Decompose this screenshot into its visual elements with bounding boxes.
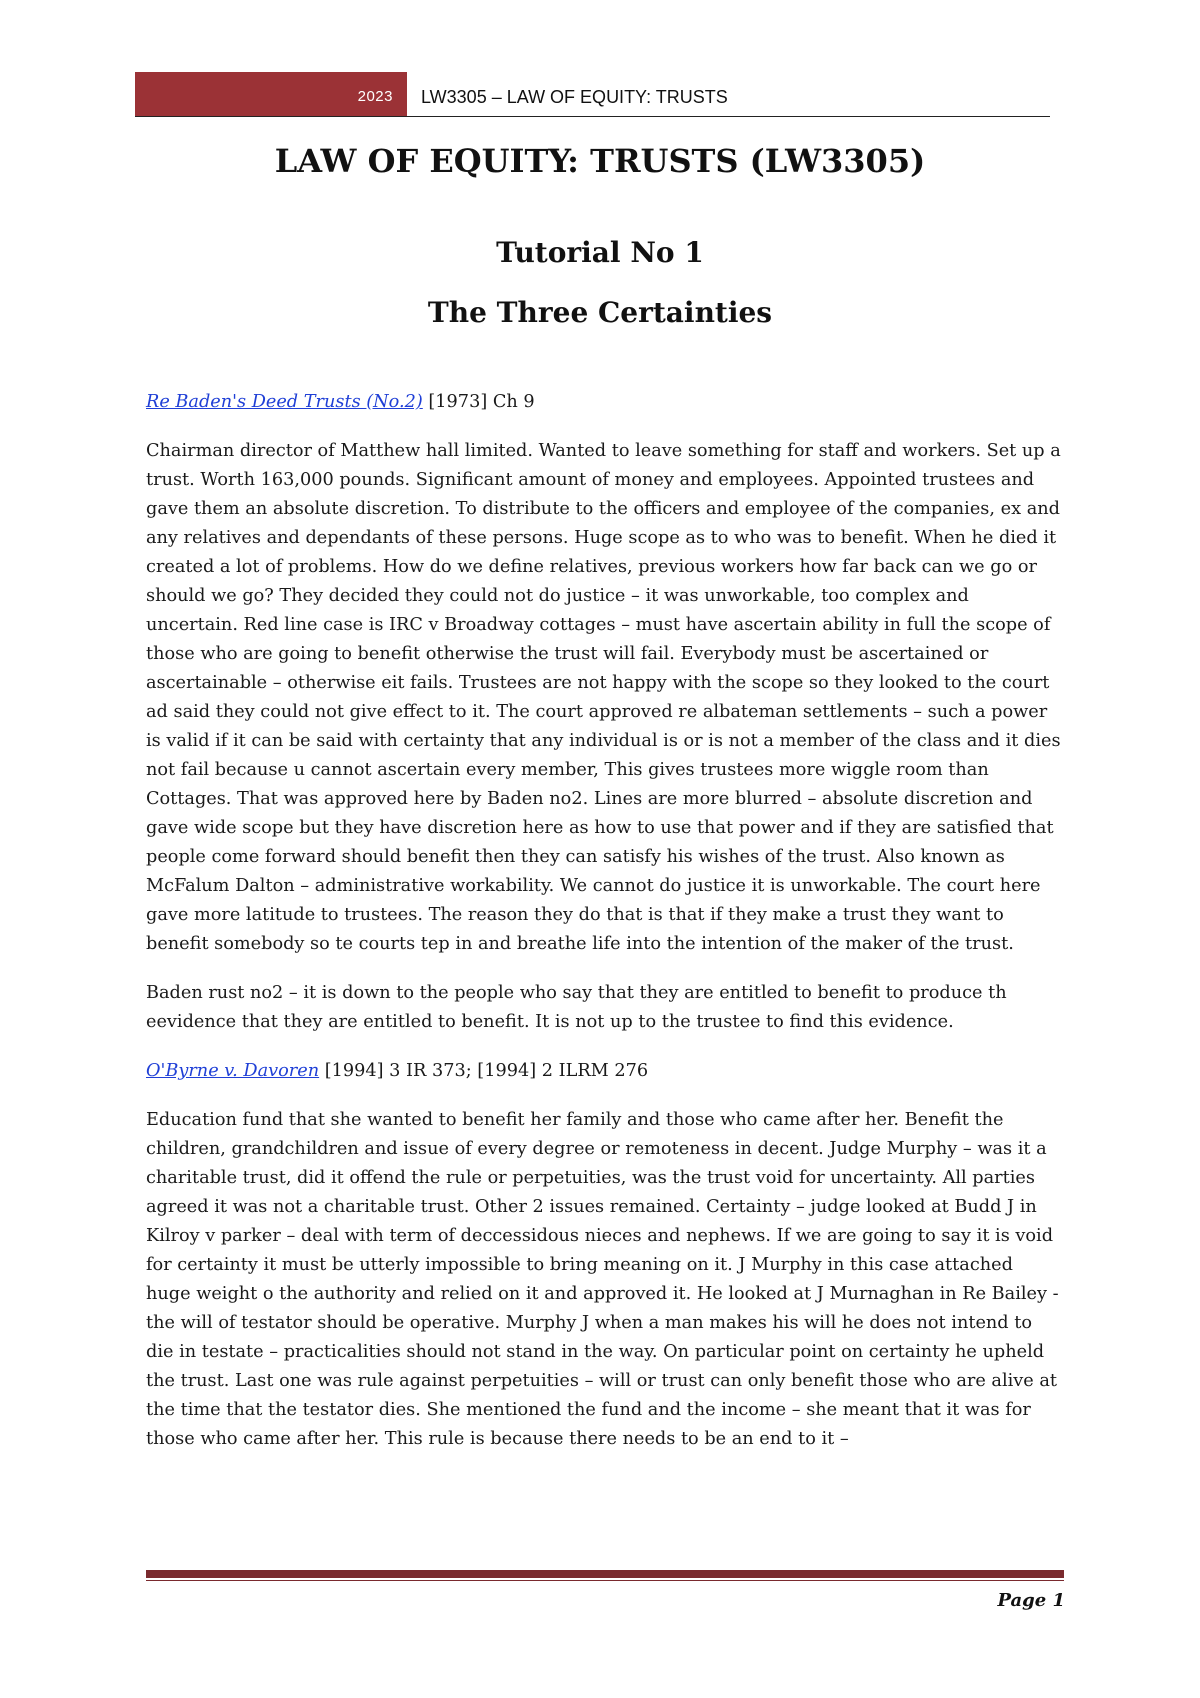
document-body xyxy=(146,388,1062,1474)
paragraph-obyrne-summary: Education fund that she wanted to benefit her family and those who came after her. Benefit the children, grandchildren and issue of every degree or remoteness in decent. Judge Murphy – was it a charitable trust, did it offend the rule or perpetuities, was the trust void for uncertainty. All parties agreed it was not a charitable trust. Other 2 issues remained. Certainty – judge looked at Budd J in Kilroy v parker – deal with term of deccessidous nieces and nephews. If we are going to say it is void for certainty it must be utterly impossible to bring meaning on it. J Murphy in this case attached huge weight o the authority and relied on it and approved it. He looked at J Murnaghan in Re Bailey - the will of testator should be operative. Murphy J when a man makes his will he does not intend to die in testate – practicalities should not stand in the way. On particular point on certainty he upheld the trust. Last one was rule against perpetuities – will or trust can only benefit those who are alive at the time that the testator dies. She mentioned the fund and the income – she meant that it was for those who came after her. This rule is because there needs to be an end to it – xyxy=(146,1110,1059,1449)
header-year: 2023 xyxy=(135,72,407,116)
page-header xyxy=(135,72,1050,117)
paragraph-baden-evidence: Baden rust no2 – it is down to the people who say that they are entitled to benefit to produce th eevidence that they are entitled to benefit. It is not up to the trustee to find this evidence. xyxy=(146,983,1007,1032)
case-link-obyrne[interactable]: O'Byrne v. Davoren xyxy=(146,1061,320,1081)
header-course-title: LW3305 – LAW OF EQUITY: TRUSTS xyxy=(421,87,728,107)
case-link-baden[interactable]: Re Baden's Deed Trusts (No.2) xyxy=(146,392,423,412)
case-heading-obyrne xyxy=(146,1057,1062,1086)
tutorial-number: Tutorial No 1 xyxy=(496,236,704,269)
case-citation-obyrne: [1994] 3 IR 373; [1994] 2 ILRM 276 xyxy=(319,1061,649,1081)
case-heading-baden xyxy=(146,388,1062,417)
document-title: LAW OF EQUITY: TRUSTS (LW3305) xyxy=(274,142,926,180)
footer-divider-line xyxy=(146,1580,1064,1581)
tutorial-topic: The Three Certainties xyxy=(427,296,773,329)
paragraph-baden-summary: Chairman director of Matthew hall limited. Wanted to leave something for staff and workers. Set up a trust. Worth 163,000 pounds. Significant amount of money and employees. Appointed trustees and gave them an absolute discretion. To distribute to the officers and employee of the companies, ex and any relatives and dependants of these persons. Huge scope as to who was to benefit. When he died it created a lot of problems. How do we define relatives, previous workers how far back can we go or should we go? They decided they could not do justice – it was unworkable, too complex and uncertain. Red line case is IRC v Broadway cottages – must have ascertain ability in full the scope of those who are going to benefit otherwise the trust will fail. Everybody must be ascertained or ascertainable – otherwise eit fails. Trustees are not happy with the scope so they looked to the court ad said they could not give effect to it. The court approved re albateman settlements – such a power is valid if it can be said with certainty that any individual is or is not a member of the class and it dies not fail because u cannot ascertain every member, This gives trustees more wiggle room than Cottages. That was approved here by Baden no2. Lines are more blurred – absolute discretion and gave wide scope but they have discretion here as how to use that power and if they are satisfied that people come forward should benefit then they can satisfy his wishes of the trust. Also known as McFalum Dalton – administrative workability. We cannot do justice it is unworkable. The court here gave more latitude to trustees. The reason they do that is that if they make a trust they want to benefit somebody so te courts tep in and breathe life into the intention of the maker of the trust. xyxy=(146,441,1061,954)
page-number: Page 1 xyxy=(997,1590,1065,1611)
footer-divider-bar xyxy=(146,1570,1064,1578)
case-citation-baden: [1973] Ch 9 xyxy=(422,392,535,412)
